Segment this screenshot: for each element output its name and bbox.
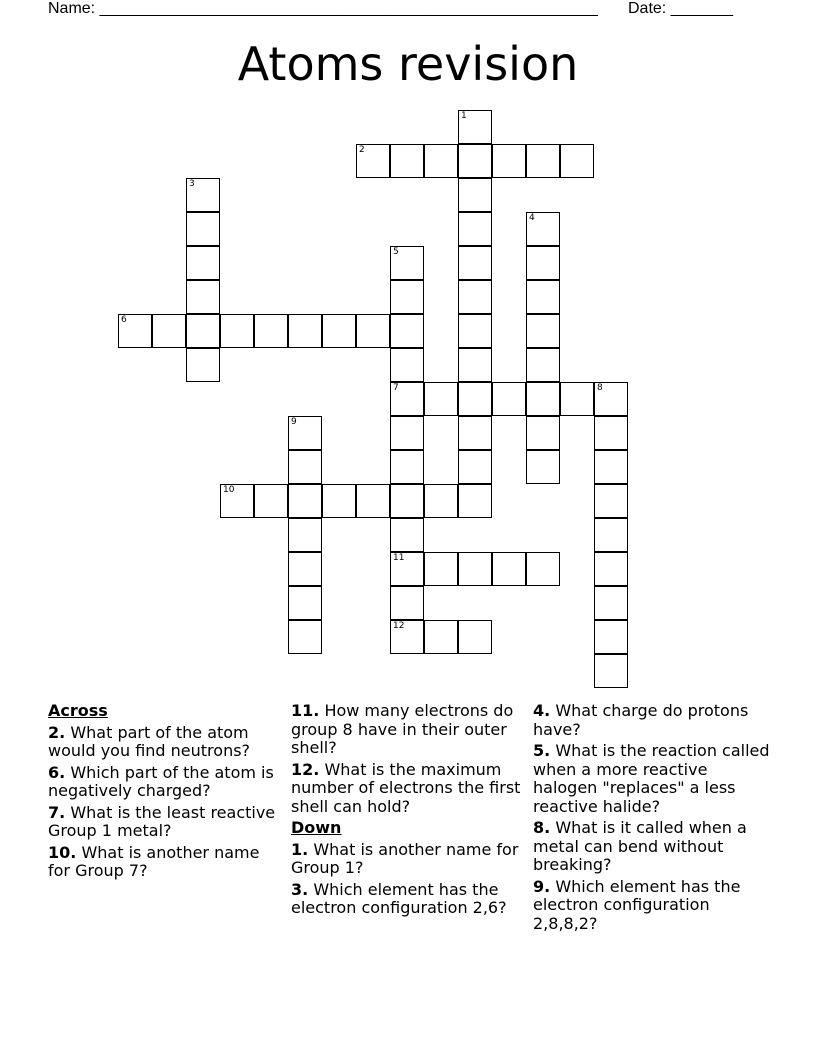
cell-number: 4 [529, 213, 535, 223]
cell-number: 5 [393, 247, 399, 257]
grid-cell[interactable] [322, 314, 356, 348]
grid-cell[interactable] [288, 484, 322, 518]
grid-cell[interactable] [390, 382, 424, 416]
name-field[interactable]: Name: ________________________________________________________ [48, 0, 598, 17]
clue-down-8: 8. What is it called when a metal can bend without breaking? [533, 818, 747, 874]
grid-cell[interactable] [526, 212, 560, 246]
cell-number: 8 [597, 383, 603, 393]
grid-cell[interactable] [594, 484, 628, 518]
grid-cell[interactable] [458, 484, 492, 518]
grid-cell[interactable] [288, 416, 322, 450]
grid-cell[interactable] [560, 382, 594, 416]
cell-number: 1 [461, 111, 467, 121]
grid-cell[interactable] [458, 280, 492, 314]
grid-cell[interactable] [254, 314, 288, 348]
grid-cell[interactable] [526, 144, 560, 178]
cell-number: 11 [393, 553, 405, 563]
cell-number: 3 [189, 179, 195, 189]
grid-cell[interactable] [220, 314, 254, 348]
grid-cell[interactable] [594, 620, 628, 654]
grid-cell[interactable] [390, 348, 424, 382]
clue-across-7: 7. What is the least reactive Group 1 metal? [48, 802, 276, 840]
grid-cell[interactable] [254, 484, 288, 518]
grid-cell[interactable] [458, 620, 492, 654]
grid-cell[interactable] [186, 212, 220, 246]
grid-cell[interactable] [492, 382, 526, 416]
clues-column-1 [48, 702, 278, 884]
grid-cell[interactable] [322, 484, 356, 518]
grid-cell[interactable] [424, 552, 458, 586]
grid-cell[interactable] [526, 416, 560, 450]
grid-cell[interactable] [492, 552, 526, 586]
grid-cell[interactable] [390, 484, 424, 518]
grid-cell[interactable] [594, 586, 628, 620]
grid-cell[interactable] [526, 450, 560, 484]
grid-cell[interactable] [458, 110, 492, 144]
grid-cell[interactable] [390, 314, 424, 348]
grid-cell[interactable] [526, 314, 560, 348]
grid-cell[interactable] [288, 620, 322, 654]
grid-cell[interactable] [288, 552, 322, 586]
grid-cell[interactable] [594, 518, 628, 552]
grid-cell[interactable] [356, 484, 390, 518]
grid-cell[interactable] [526, 280, 560, 314]
grid-cell[interactable] [594, 552, 628, 586]
grid-cell[interactable] [186, 280, 220, 314]
grid-cell[interactable] [390, 586, 424, 620]
grid-cell[interactable] [458, 348, 492, 382]
cell-number: 12 [393, 621, 405, 631]
grid-cell[interactable] [458, 450, 492, 484]
grid-cell[interactable] [526, 552, 560, 586]
grid-cell[interactable] [390, 144, 424, 178]
grid-cell[interactable] [390, 280, 424, 314]
grid-cell[interactable] [458, 178, 492, 212]
grid-cell[interactable] [118, 314, 152, 348]
grid-cell[interactable] [458, 212, 492, 246]
grid-cell[interactable] [424, 144, 458, 178]
grid-cell[interactable] [458, 552, 492, 586]
clue-across-2: 2. What part of the atom would you find neutrons? [48, 722, 251, 760]
clue-down-5: 5. What is the reaction called when a more reactive halogen "replaces" a less reactive halide? [533, 741, 770, 816]
grid-cell[interactable] [186, 246, 220, 280]
clue-across-12: 12. What is the maximum number of electrons the first shell can hold? [291, 759, 521, 816]
grid-cell[interactable] [356, 314, 390, 348]
grid-cell[interactable] [390, 450, 424, 484]
cell-number: 2 [359, 145, 365, 155]
grid-cell[interactable] [594, 382, 628, 416]
grid-cell[interactable] [526, 382, 560, 416]
grid-cell[interactable] [458, 382, 492, 416]
grid-cell[interactable] [492, 144, 526, 178]
grid-cell[interactable] [220, 484, 254, 518]
clues-column-2 [291, 702, 521, 921]
clue-across-11: 11. How many electrons do group 8 have in their outer shell? [291, 701, 514, 757]
grid-cell[interactable] [390, 620, 424, 654]
clue-across-6: 6. Which part of the atom is negatively charged? [48, 762, 274, 800]
cell-number: 6 [121, 315, 127, 325]
grid-cell[interactable] [594, 450, 628, 484]
grid-cell[interactable] [186, 348, 220, 382]
grid-cell[interactable] [424, 620, 458, 654]
clue-down-3: 3. Which element has the electron configuration 2,6? [291, 879, 507, 917]
clue-down-9: 9. Which element has the electron configuration 2,8,8,2? [533, 876, 741, 933]
grid-cell[interactable] [458, 416, 492, 450]
down-heading: Down [291, 818, 342, 837]
grid-cell[interactable] [458, 314, 492, 348]
grid-cell[interactable] [152, 314, 186, 348]
grid-cell[interactable] [186, 314, 220, 348]
clue-across-10: 10. What is another name for Group 7? [48, 842, 260, 880]
grid-cell[interactable] [594, 416, 628, 450]
grid-cell[interactable] [288, 314, 322, 348]
grid-cell[interactable] [424, 382, 458, 416]
grid-cell[interactable] [458, 246, 492, 280]
cell-number: 7 [393, 383, 399, 393]
cell-number: 10 [223, 485, 235, 495]
cell-number: 9 [291, 417, 297, 427]
grid-cell[interactable] [424, 484, 458, 518]
grid-cell[interactable] [594, 654, 628, 688]
grid-cell[interactable] [288, 450, 322, 484]
grid-cell[interactable] [458, 144, 492, 178]
grid-cell[interactable] [288, 518, 322, 552]
grid-cell[interactable] [390, 552, 424, 586]
grid-cell[interactable] [526, 348, 560, 382]
grid-cell[interactable] [390, 416, 424, 450]
grid-cell[interactable] [390, 518, 424, 552]
clue-down-4: 4. What charge do protons have? [533, 701, 749, 739]
date-field[interactable]: Date: _______ [628, 0, 733, 17]
grid-cell[interactable] [526, 246, 560, 280]
grid-cell[interactable] [560, 144, 594, 178]
grid-cell[interactable] [186, 178, 220, 212]
grid-cell[interactable] [288, 586, 322, 620]
clue-down-1: 1. What is another name for Group 1? [291, 839, 519, 877]
grid-cell[interactable] [356, 144, 390, 178]
across-heading: Across [48, 701, 108, 720]
grid-cell[interactable] [390, 246, 424, 280]
clues-column-3 [533, 702, 773, 936]
page-title: Atoms revision [237, 37, 579, 91]
